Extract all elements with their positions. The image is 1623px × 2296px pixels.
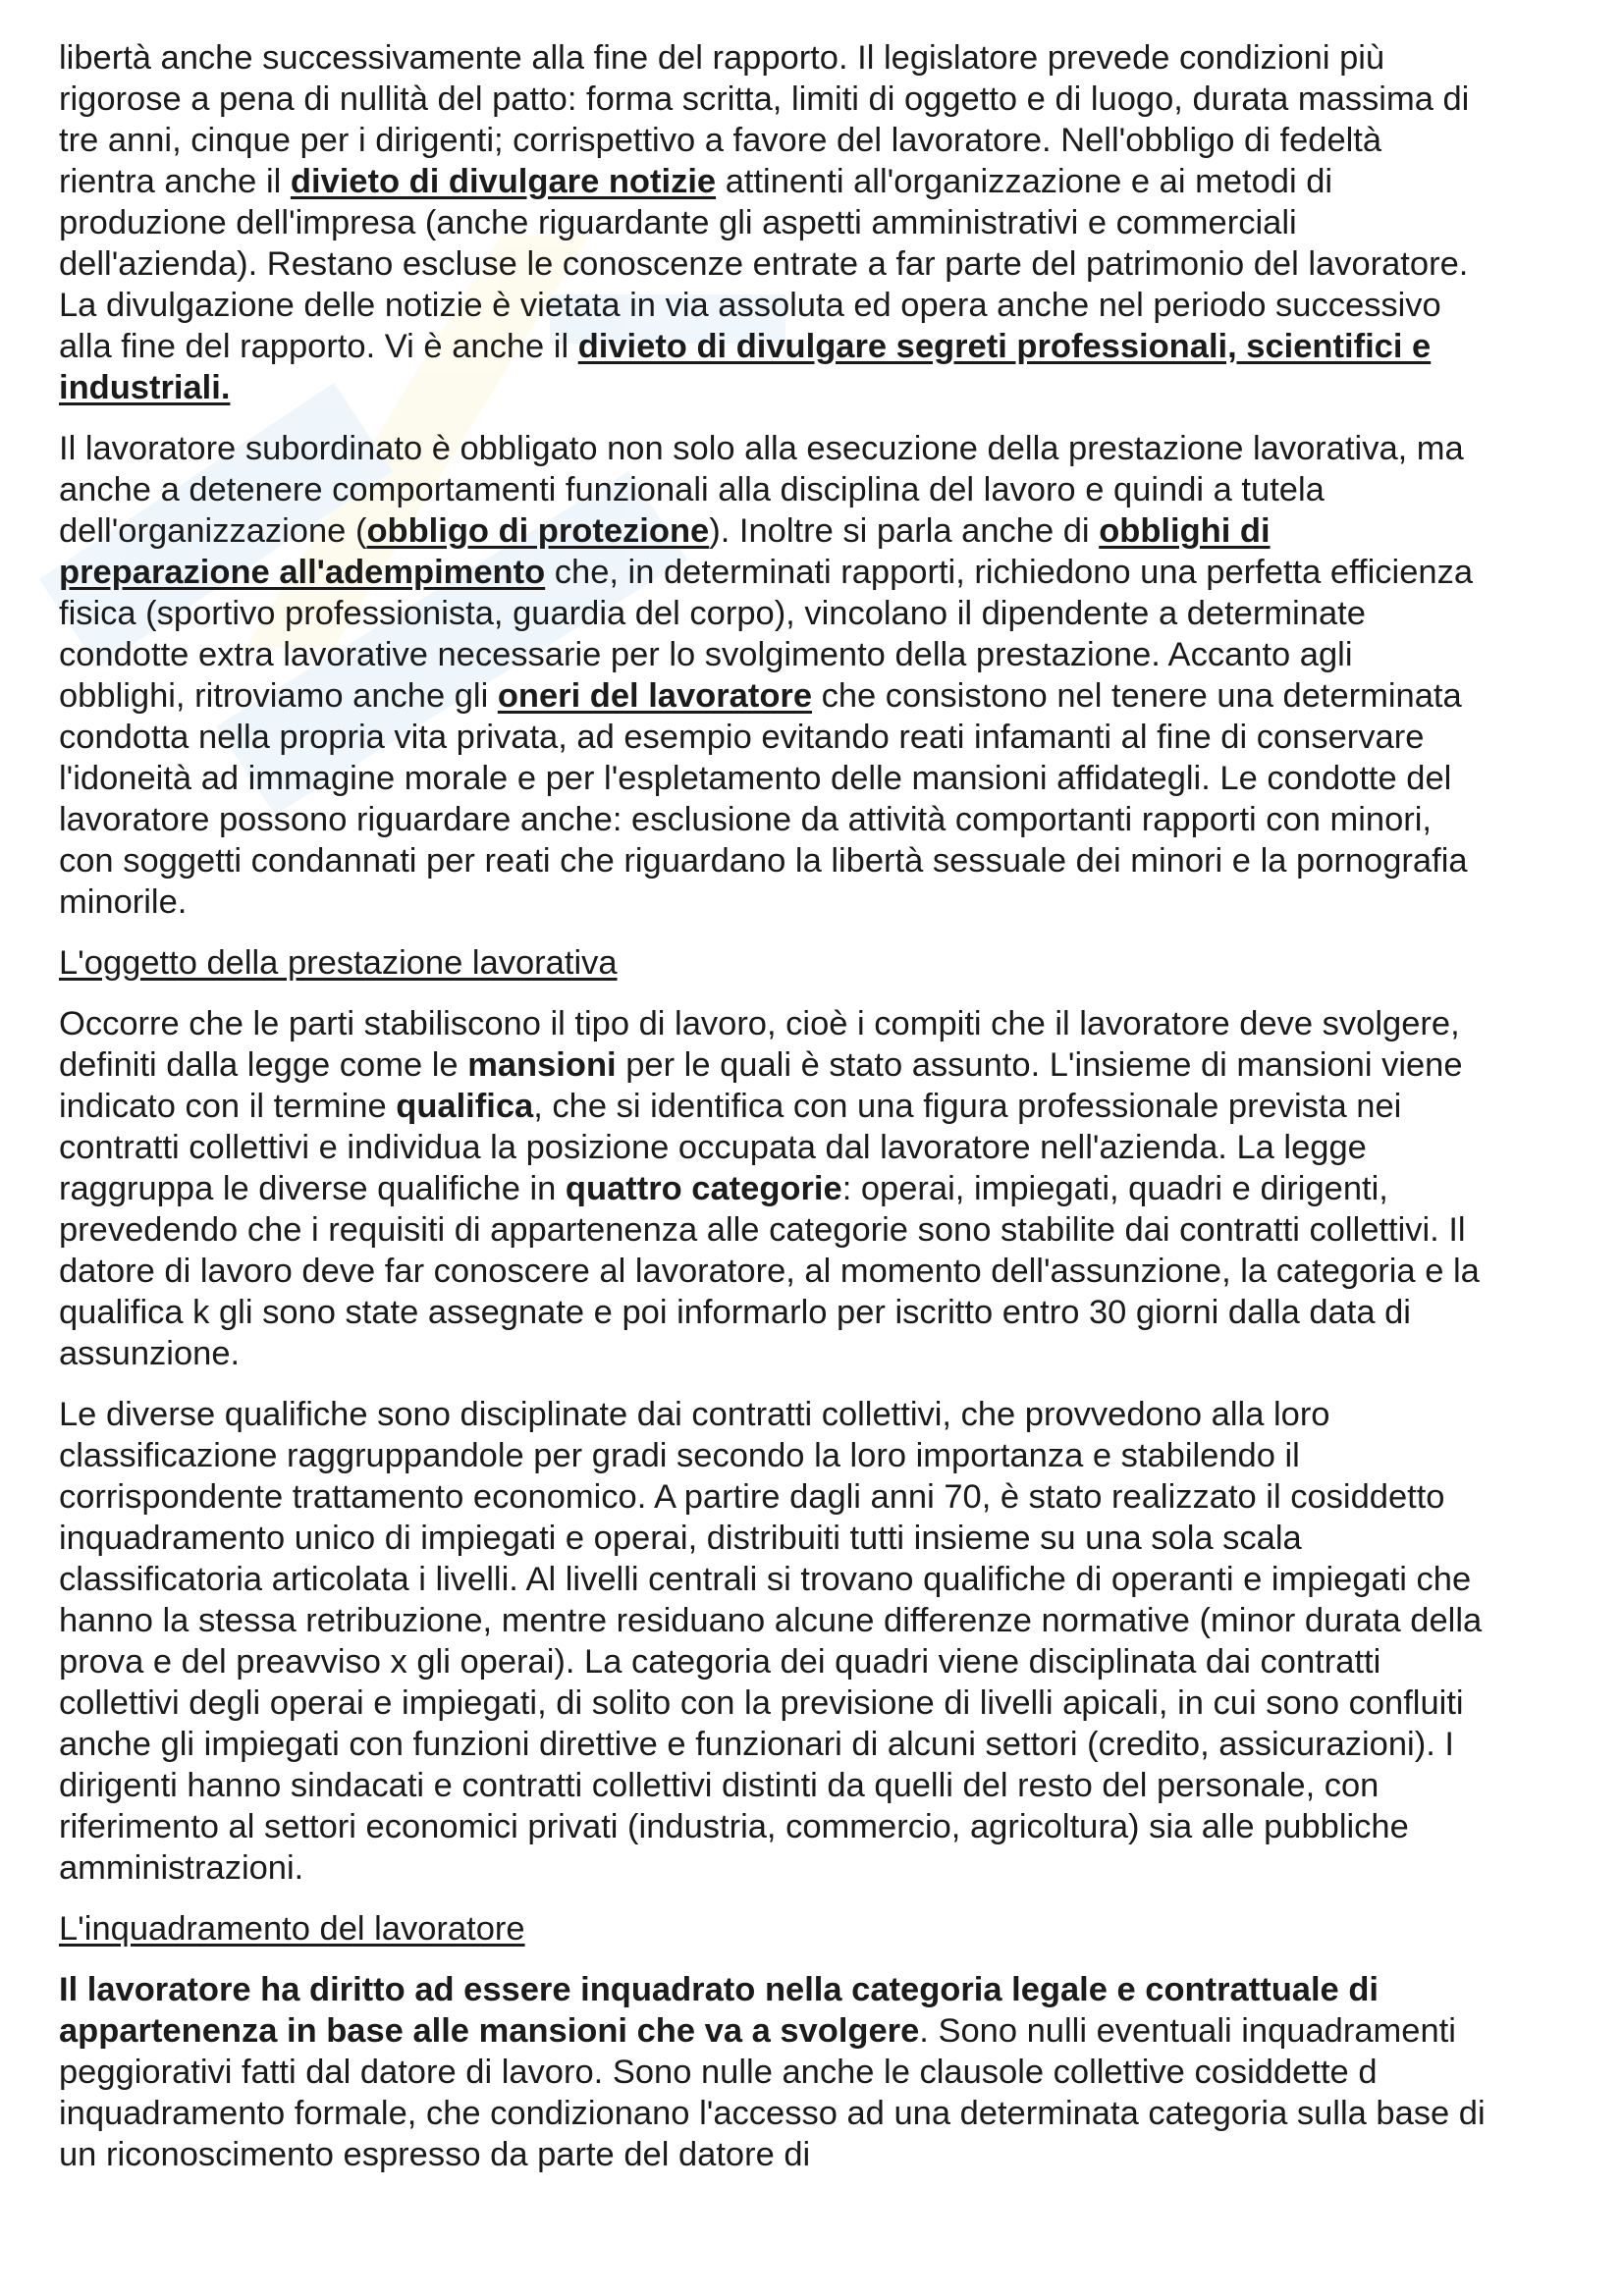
emphasis-divieto-segreti: divieto di divulgare segreti professionali, scientifici e industriali. <box>59 328 1432 406</box>
section-heading-inquadramento: L'inquadramento del lavoratore <box>59 1910 525 1948</box>
paragraph-obblighi-lavoratore: Il lavoratore subordinato è obbligato non solo alla esecuzione della prestazione lavorativa, ma anche a detenere comportamenti funzionali alla disciplina del lavoro e quindi a tutela dell'organizzazione (obbligo di protezione). Inoltre si parla anche di obblighi di preparazione all'adempimento che, in determinati rapporti, richiedono una perfetta efficienza fisica (sportivo professionista, guardia del corpo), vincolano il dipendente a determinate condotte extra lavorative necessarie per lo svolgimento della prestazione. Accanto agli obblighi, ritroviamo anche gli oneri del lavoratore che consistono nel tenere una determinata condotta nella propria vita privata, ad esempio evitando reati infamanti al fine di conservare l'idoneità ad immagine morale e per l'espletamento delle mansioni affidategli. Le condotte del lavoratore possono riguardare anche: esclusione da attività comportanti rapporti con minori, con soggetti condannati per reati che riguardano la libertà sessuale dei minori e la pornografia minorile. <box>59 430 1474 921</box>
emphasis-quattro-categorie: quattro categorie <box>565 1170 842 1207</box>
emphasis-obbligo-protezione: obbligo di protezione <box>366 512 710 550</box>
emphasis-mansioni: mansioni <box>467 1046 617 1084</box>
emphasis-oneri-lavoratore: oneri del lavoratore <box>497 677 813 715</box>
emphasis-divieto-divulgare-notizie: divieto di divulgare notizie <box>290 163 717 200</box>
paragraph-patto-non-concorrenza: libertà anche successivamente alla fine del rapporto. Il legislatore prevede condizioni più rigorose a pena di nullità del patto: forma scritta, limiti di oggetto e di luogo, durata massima di tre anni, cinque per i dirigenti; corrispettivo a favore del lavoratore. Nell'obbligo di fedeltà rientra anche il divieto di divulgare notizie attinenti all'organizzazione e ai metodi di produzione dell'impresa (anche riguardante gli aspetti amministrativi e commerciali dell'azienda). Restano escluse le conoscenze entrate a far parte del patrimonio del lavoratore. La divulgazione delle notizie è vietata in via assoluta ed opera anche nel periodo successivo alla fine del rapporto. Vi è anche il divieto di divulgare segreti professionali, scientifici e industriali. <box>59 39 1470 406</box>
paragraph-classificazione-qualifiche: Le diverse qualifiche sono disciplinate dai contratti collettivi, che provvedono alla loro classificazione raggruppandole per gradi secondo la loro importanza e stabilendo il corrispondente trattamento economico. A partire dagli anni 70, è stato realizzato il cosiddetto inquadramento unico di impiegati e operai, distribuiti tutti insieme su una sola scala classificatoria articolata i livelli. Al livelli centrali si trovano qualifiche di operanti e impiegati che hanno la stessa retribuzione, mentre residuano alcune differenze normative (minor durata della prova e del preavviso x gli operai). La categoria dei quadri viene disciplinata dai contratti collettivi degli operai e impiegati, di solito con la previsione di livelli apicali, in cui sono confluiti anche gli impiegati con funzioni direttive e funzionari di alcuni settori (credito, assicurazioni). I dirigenti hanno sindacati e contratti collettivi distinti da quelli del resto del personale, con riferimento al settori economici privati (industria, commercio, agricoltura) sia alle pubbliche amministrazioni. <box>59 1396 1483 1887</box>
emphasis-obblighi-preparazione: obblighi di preparazione all'adempimento <box>59 512 1271 591</box>
emphasis-diritto-inquadramento: Il lavoratore ha diritto ad essere inquadrato nella categoria legale e contrattuale di appartenenza in base alle mansioni che va a svolgere <box>59 1971 1379 2050</box>
paragraph-diritto-inquadramento: Il lavoratore ha diritto ad essere inquadrato nella categoria legale e contrattuale di appartenenza in base alle mansioni che va a svolgere. Sono nulli eventuali inquadramenti peggiorativi fatti dal datore di lavoro. Sono nulle anche le clausole collettive cosiddette d inquadramento formale, che condizionano l'accesso ad una determinata categoria sulla base di un riconoscimento espresso da parte del datore di <box>59 1971 1486 2173</box>
emphasis-qualifica: qualifica <box>396 1088 534 1125</box>
section-heading-oggetto-prestazione: L'oggetto della prestazione lavorativa <box>59 944 618 982</box>
paragraph-mansioni-qualifica: Occorre che le parti stabiliscono il tipo di lavoro, cioè i compiti che il lavoratore deve svolgere, definiti dalla legge come le mansioni per le quali è stato assunto. L'insieme di mansioni viene indicato con il termine qualifica, che si identifica con una figura professionale prevista nei contratti collettivi e individua la posizione occupata dal lavoratore nell'azienda. La legge raggruppa le diverse qualifiche in quattro categorie: operai, impiegati, quadri e dirigenti, prevedendo che i requisiti di appartenenza alle categorie sono stabilite dai contratti collettivi. Il datore di lavoro deve far conoscere al lavoratore, al momento dell'assunzione, la categoria e la qualifica k gli sono state assegnate e poi informarlo per iscritto entro 30 giorni dalla data di assunzione. <box>59 1005 1480 1372</box>
